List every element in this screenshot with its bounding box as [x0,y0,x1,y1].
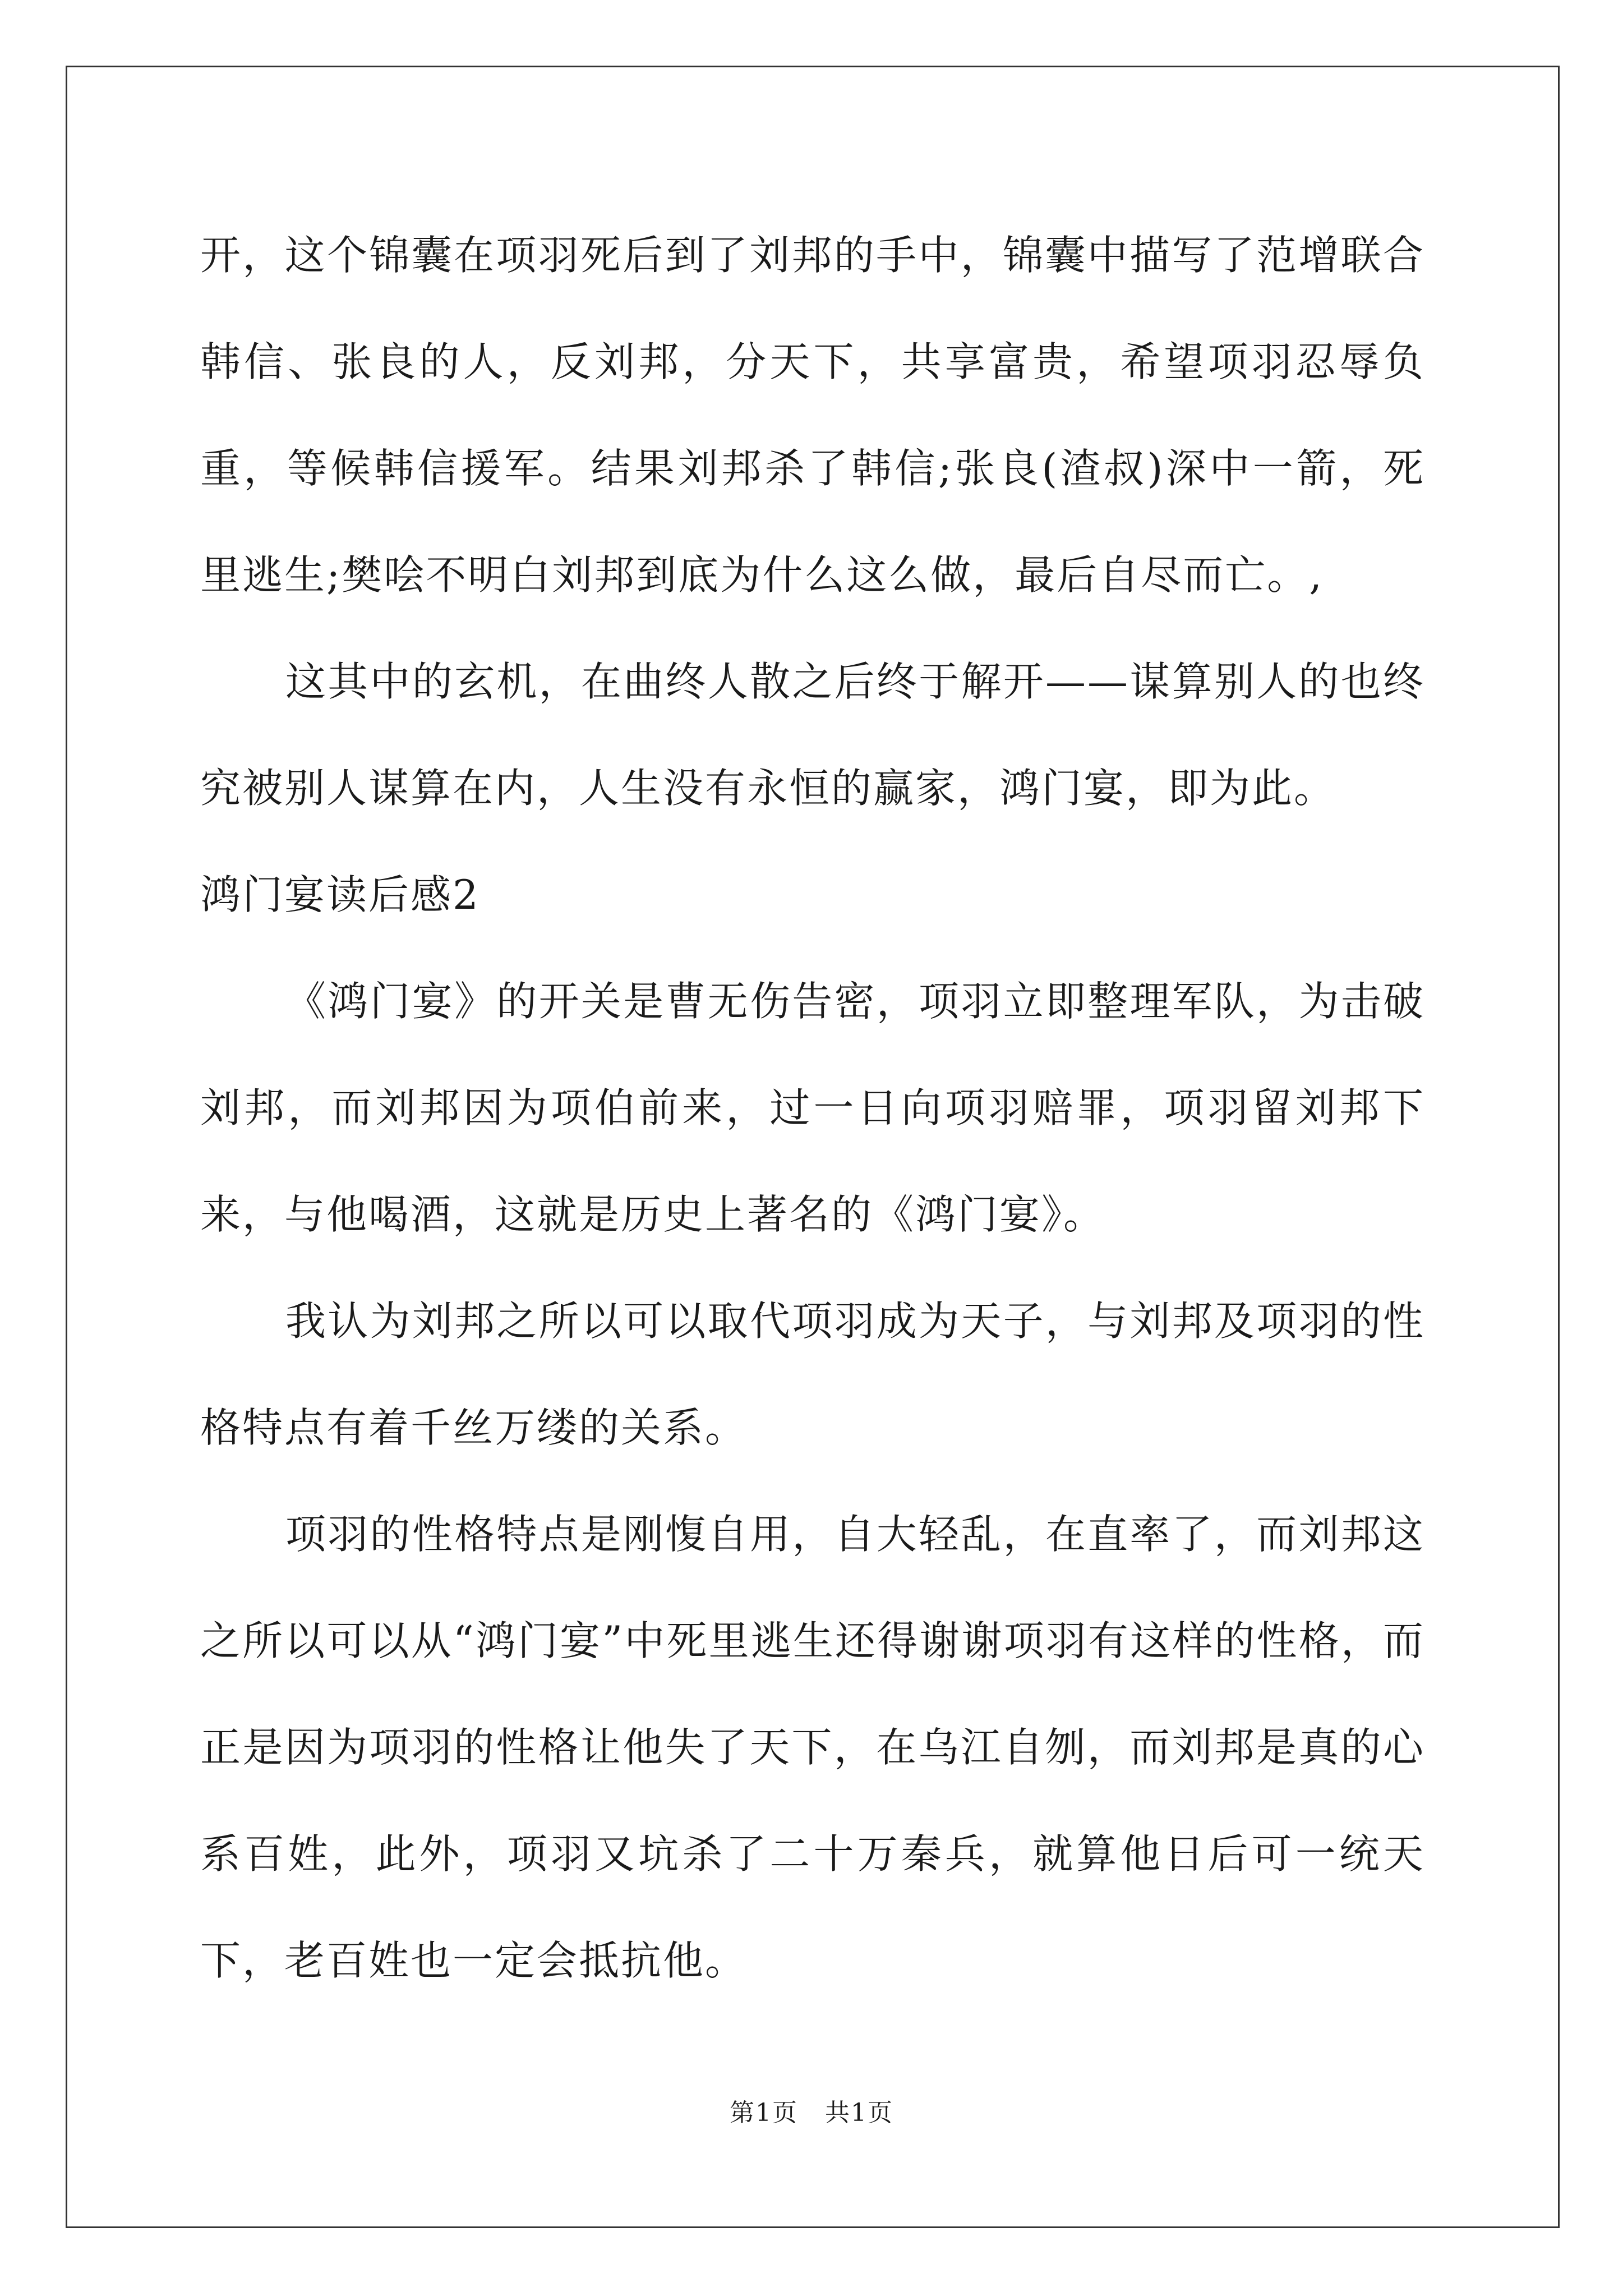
paragraph-opinion: 我认为刘邦之所以可以取代项羽成为天子，与刘邦及项羽的性格特点有着千丝万缕的关系。 [200,1297,1425,1451]
document-body [200,202,1425,2014]
paragraph-analysis: 项羽的性格特点是刚愎自用，自大轻乱，在直率了，而刘邦这之所以可以从“鸿门宴”中死里逃生还得谢谢项羽有这样的性格，而正是因为项羽的性格让他失了天下，在乌江自刎，而刘邦是真的心系百姓，此外，项羽又坑杀了二十万秦兵，就算他日后可一统天下，老百姓也一定会抵抗他。 [200,1511,1425,1984]
page-total: 共1页 [824,2099,893,2127]
paragraph-conclusion: 这其中的玄机，在曲终人散之后终于解开——谋算别人的也终究被别人谋算在内，人生没有永恒的赢家，鸿门宴，即为此。 [200,658,1425,812]
paragraph-intro: 《鸿门宴》的开关是曹无伤告密，项羽立即整理军队，为击破刘邦，而刘邦因为项伯前来，过一日向项羽赔罪，项羽留刘邦下来，与他喝酒，这就是历史上著名的《鸿门宴》。 [200,978,1425,1238]
page-footer [0,2092,1623,2128]
section-heading: 鸿门宴读后感2 [200,871,480,918]
page-number: 第1页 [730,2099,799,2127]
paragraph-continued: 开，这个锦囊在项羽死后到了刘邦的手中，锦囊中描写了范增联合韩信、张良的人，反刘邦，分天下，共享富贵，希望项羽忍辱负重，等候韩信援军。结果刘邦杀了韩信;张良(渣叔)深中一箭，死里逃生;樊哙不明白刘邦到底为什么这么做，最后自尽而亡。, [200,232,1425,599]
